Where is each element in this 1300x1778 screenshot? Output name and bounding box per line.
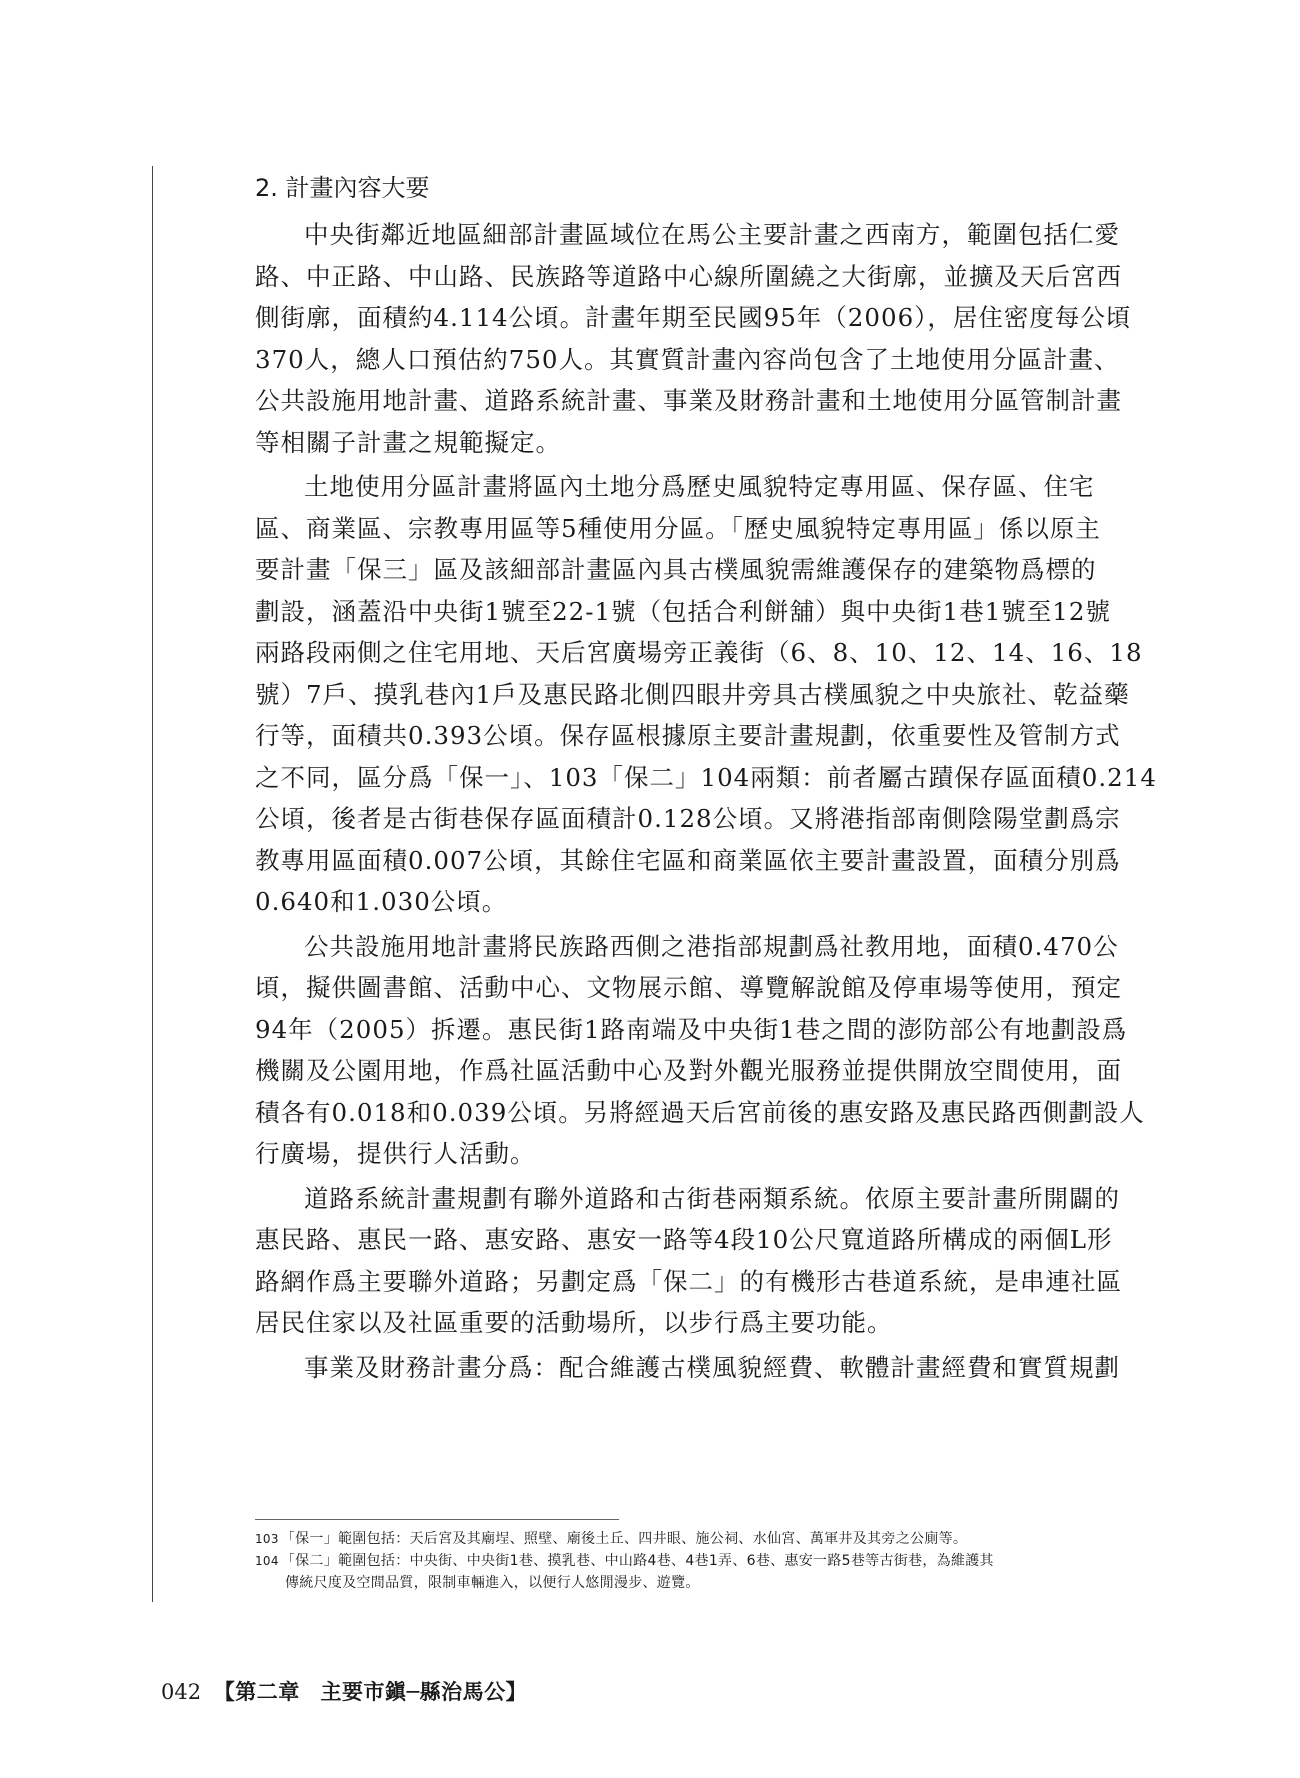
text-line: 道路系統計畫規劃有聯外道路和古街巷兩類系統。依原主要計畫所開闢的 <box>304 1183 1120 1213</box>
text-line: 區、商業區、宗教專用區等5種使用分區。「歷史風貌特定專用區」係以原主 <box>255 513 1101 543</box>
footnote-text: 「保一」範圍包括：天后宮及其廟埕、照壁、廟後土丘、四井眼、施公祠、水仙宮、萬軍井及其旁之公廁等。 <box>280 1531 968 1547</box>
text-line: 公頃，後者是古街巷保存區面積計0.128公頃。又將港指部南側陰陽堂劃爲宗 <box>255 804 1121 833</box>
paragraph-public-facilities <box>255 926 1145 1175</box>
text-line: 號）7戶、摸乳巷內1戶及惠民路北側四眼井旁具古樸風貌之中央旅社、乾益藥 <box>255 679 1130 709</box>
text-line: 事業及財務計畫分爲：配合維護古樸風貌經費、軟體計畫經費和實質規劃 <box>304 1352 1120 1382</box>
text-line: 公共設施用地計畫將民族路西側之港指部規劃爲社教用地，面積0.470公 <box>304 931 1119 961</box>
main-text <box>255 170 1157 1391</box>
text-line: 教專用區面積0.007公頃，其餘住宅區和商業區依主要計畫設置，面積分別爲 <box>255 845 1121 875</box>
paragraph-road-system <box>255 1178 1133 1344</box>
footnote-number: 104 <box>255 1554 279 1568</box>
text-line: 行等，面積共0.393公頃。保存區根據原主要計畫規劃，依重要性及管制方式 <box>255 721 1121 750</box>
text-line: 370人，總人口預估約750人。其實質計畫內容尚包含了土地使用分區計畫、 <box>255 344 1120 374</box>
page-number: 042 <box>161 1680 202 1704</box>
text-line: 路、中正路、中山路、民族路等道路中心線所圍繞之大街廓，並擴及天后宮西 <box>255 261 1122 291</box>
text-line: 積各有0.018和0.039公頃。另將經過天后宮前後的惠安路及惠民路西側劃設人 <box>255 1097 1145 1127</box>
paragraph-plan-overview <box>255 214 1133 463</box>
text-line: 中央街鄰近地區細部計畫區域位在馬公主要計畫之西南方，範圍包括仁愛 <box>304 220 1120 249</box>
text-line: 94年（2005）拆遷。惠民街1路南端及中央街1巷之間的澎防部公有地劃設爲 <box>255 1014 1128 1044</box>
text-line: 頃，擬供圖書館、活動中心、文物展示館、導覽解說館及停車場等使用，預定 <box>255 973 1122 1002</box>
text-line: 土地使用分區計畫將區內土地分爲歷史風貌特定專用區、保存區、住宅 <box>304 472 1095 501</box>
text-line: 要計畫「保三」區及該細部計畫區內具古樸風貌需維護保存的建築物爲標的 <box>255 555 1097 584</box>
text-line: 行廣場，提供行人活動。 <box>255 1139 536 1168</box>
text-line: 0.640和1.030公頃。 <box>255 887 508 916</box>
margin-rule <box>152 166 153 1602</box>
text-line: 之不同，區分爲「保一」、103「保二」104兩類：前者屬古蹟保存區面積0.214 <box>255 762 1157 792</box>
text-line: 側街廓，面積約4.114公頃。計畫年期至民國95年（2006），居住密度每公頃 <box>255 303 1132 332</box>
footnote-104 <box>255 1550 1135 1572</box>
footnote-number: 103 <box>255 1532 279 1546</box>
text-line: 劃設，涵蓋沿中央街1號至22-1號（包括合利餅舖）與中央街1巷1號至12號 <box>255 596 1111 626</box>
text-line: 惠民路、惠民一路、惠安路、惠安一路等4段10公尺寬道路所構成的兩個L形 <box>255 1225 1113 1254</box>
footnote-104-continued: 傳統尺度及空間品質，限制車輛進入，以便行人悠閒漫步、遊覽。 <box>285 1575 700 1591</box>
chapter-label: 【第二章 <box>213 1679 300 1704</box>
text-line: 居民住家以及社區重要的活動場所，以步行爲主要功能。 <box>255 1308 893 1337</box>
section-heading: 2. 計畫內容大要 <box>255 174 430 202</box>
footnote-divider <box>255 1519 619 1520</box>
text-line: 等相關子計畫之規範擬定。 <box>255 427 561 457</box>
footnote-text: 「保二」範圍包括：中央街、中央街1巷、摸乳巷、中山路4巷、4巷1弄、6巷、惠安一路5巷等古街巷，為維護其 <box>280 1553 994 1569</box>
chapter-title: 主要市鎭─縣治馬公】 <box>320 1679 528 1704</box>
footnote-103 <box>255 1528 1135 1550</box>
paragraph-finance-plan <box>255 1347 1133 1389</box>
text-line: 路網作爲主要聯外道路；另劃定爲「保二」的有機形古巷道系統，是串連社區 <box>255 1266 1122 1296</box>
text-line: 兩路段兩側之住宅用地、天后宮廣場旁正義街（6、8、10、12、14、16、18 <box>255 638 1143 667</box>
text-line: 公共設施用地計畫、道路系統計畫、事業及財務計畫和土地使用分區管制計畫 <box>255 386 1122 415</box>
text-line: 機關及公園用地，作爲社區活動中心及對外觀光服務並提供開放空間使用，面 <box>255 1056 1122 1085</box>
footnotes <box>255 1528 1135 1594</box>
paragraph-land-use-zoning <box>255 466 1157 923</box>
page-footer <box>161 1677 527 1707</box>
